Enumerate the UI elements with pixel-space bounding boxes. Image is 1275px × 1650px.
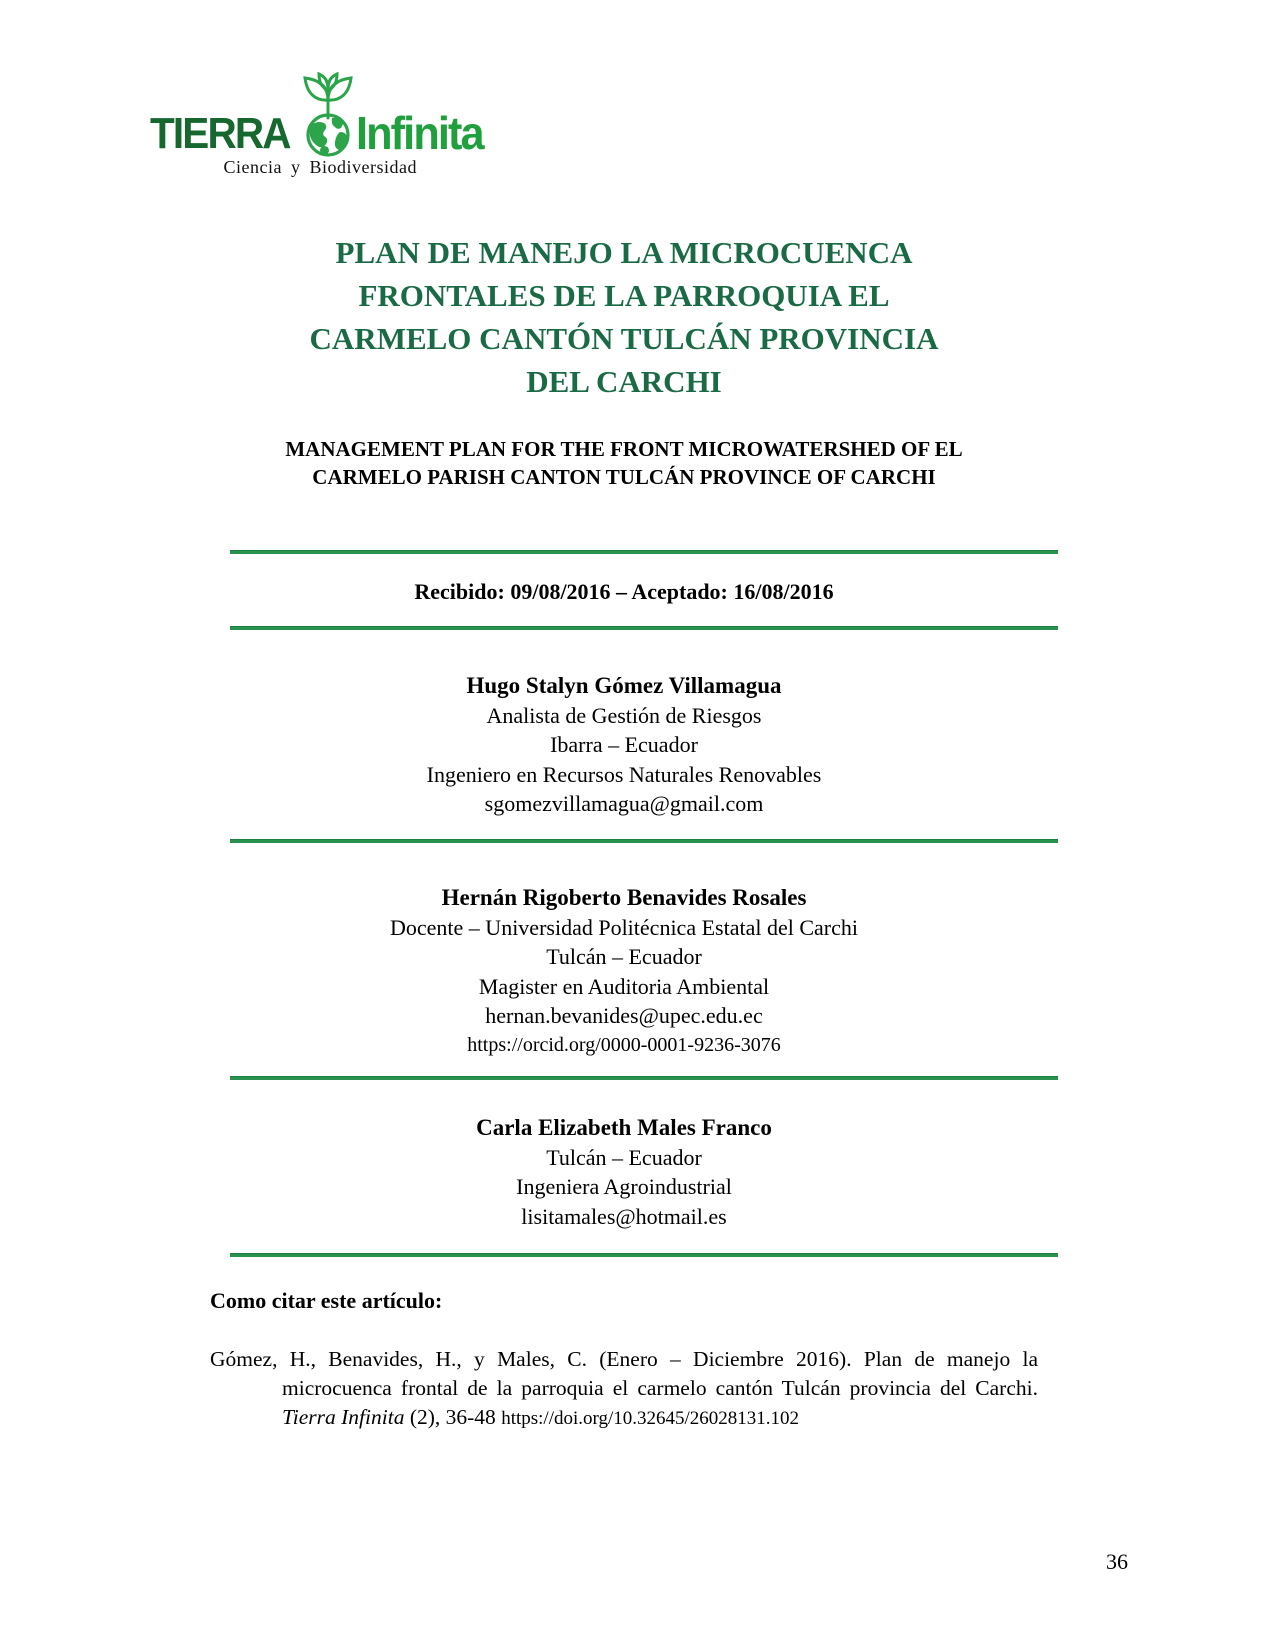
citation-heading: Como citar este artículo: xyxy=(210,1288,443,1313)
title-es-line: DEL CARCHI xyxy=(526,364,722,399)
author-degree: Ingeniera Agroindustrial xyxy=(516,1174,732,1199)
title-es-line: PLAN DE MANEJO LA MICROCUENCA xyxy=(335,235,913,270)
page-number: 36 xyxy=(1106,1549,1128,1574)
author-block-3 xyxy=(210,1113,1038,1231)
divider-rule xyxy=(230,626,1058,630)
author-name: Hernán Rigoberto Benavides Rosales xyxy=(441,885,807,910)
globe-sprout-icon xyxy=(296,70,360,158)
divider-rule xyxy=(230,550,1058,554)
divider-rule xyxy=(230,1253,1058,1257)
author-location: Tulcán – Ecuador xyxy=(546,944,702,969)
divider-rule xyxy=(230,839,1058,843)
author-degree: Ingeniero en Recursos Naturales Renovables xyxy=(426,761,822,787)
received-accepted-dates: Recibido: 09/08/2016 – Aceptado: 16/08/2016 xyxy=(414,579,834,604)
divider-rule xyxy=(230,1076,1058,1080)
author-block-1 xyxy=(210,671,1038,819)
title-en-line: CARMELO PARISH CANTON TULCÁN PROVINCE OF CARCHI xyxy=(312,465,936,489)
author-degree: Magister en Auditoria Ambiental xyxy=(478,973,770,999)
author-location: Ibarra – Ecuador xyxy=(550,732,698,757)
logo-text-infinita: Infinita xyxy=(355,107,483,159)
author-name: Carla Elizabeth Males Franco xyxy=(476,1115,772,1140)
citation-body: Gómez, H., Benavides, H., y Males, C. (Enero – Diciembre 2016). Plan de manejo la microcuenca frontal de la parroquia el carmelo cantón Tulcán provincia del Carchi. xyxy=(210,1347,1038,1400)
title-es-line: CARMELO CANTÓN TULCÁN PROVINCIA xyxy=(309,321,939,356)
citation-issue-pages: (2), 36-48 xyxy=(404,1405,502,1429)
author-email-link[interactable]: sgomezvillamagua@gmail.com xyxy=(484,791,764,816)
logo-text-tierra: TIERRA xyxy=(150,109,290,158)
citation-doi-link[interactable]: https://doi.org/10.32645/26028131.102 xyxy=(501,1408,800,1429)
logo-tagline: Ciencia y Biodiversidad xyxy=(223,157,417,177)
author-name: Hugo Stalyn Gómez Villamagua xyxy=(466,673,782,698)
author-role: Analista de Gestión de Riesgos xyxy=(486,702,762,728)
author-role: Docente – Universidad Politécnica Estatal del Carchi xyxy=(390,914,858,940)
article-title-es xyxy=(210,231,1038,403)
citation-journal-name: Tierra Infinita xyxy=(282,1405,405,1429)
author-email-link[interactable]: lisitamales@hotmail.es xyxy=(521,1203,727,1229)
journal-logo xyxy=(150,70,491,178)
article-title-en xyxy=(210,435,1038,491)
author-orcid-link[interactable]: https://orcid.org/0000-0001-9236-3076 xyxy=(467,1033,781,1056)
citation-text xyxy=(210,1345,1038,1433)
author-block-2 xyxy=(210,883,1038,1060)
author-email-link[interactable]: hernan.bevanides@upec.edu.ec xyxy=(485,1003,763,1028)
author-location: Tulcán – Ecuador xyxy=(546,1144,702,1170)
title-en-line: MANAGEMENT PLAN FOR THE FRONT MICROWATERSHED OF EL xyxy=(285,437,963,461)
title-es-line: FRONTALES DE LA PARROQUIA EL xyxy=(358,278,890,313)
